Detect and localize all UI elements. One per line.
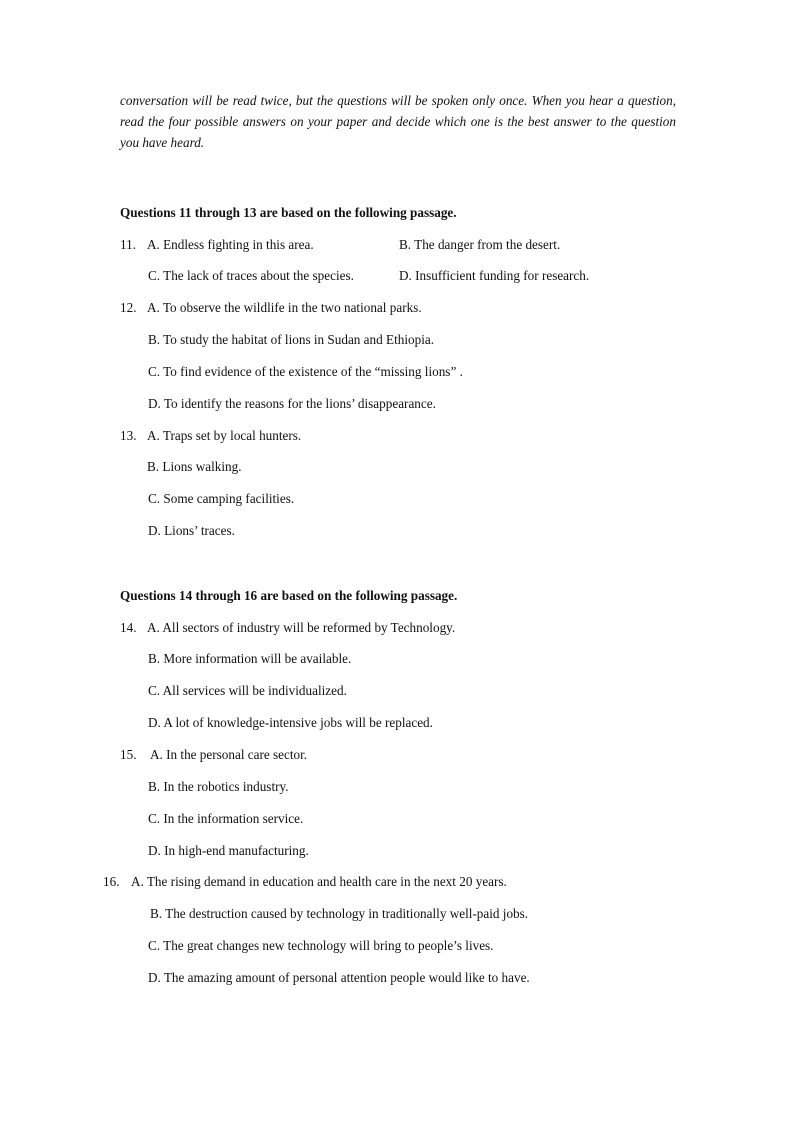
- option-c: C. All services will be individualized.: [148, 683, 347, 698]
- question-number: 15.: [120, 747, 137, 762]
- option-a: A. Traps set by local hunters.: [147, 428, 302, 443]
- option-a: A. The rising demand in education and health care in the next 20 years.: [131, 874, 507, 889]
- question-number: 16.: [103, 874, 120, 889]
- question-number: 12.: [120, 300, 137, 315]
- question-number: 14.: [120, 620, 137, 635]
- section-heading: Questions 11 through 13 are based on the following passage.: [120, 205, 457, 220]
- option-b: B. In the robotics industry.: [148, 779, 289, 794]
- option-b: B. To study the habitat of lions in Sudan and Ethiopia.: [148, 332, 435, 347]
- option-a: A. To observe the wildlife in the two national parks.: [147, 300, 422, 315]
- question-number: 11.: [120, 237, 136, 252]
- option-d: D. The amazing amount of personal attention people would like to have.: [148, 970, 530, 985]
- option-c: C. To find evidence of the existence of the “missing lions” .: [148, 364, 463, 379]
- option-c: C. The lack of traces about the species.: [148, 268, 354, 283]
- instructions-paragraph: conversation will be read twice, but the questions will be spoken only once. When you hear a question, read the four possible answers on your paper and decide which one is the best answer to the question you have heard.: [120, 93, 676, 150]
- option-b: B. More information will be available.: [148, 651, 352, 666]
- option-d: D. Insufficient funding for research.: [399, 268, 590, 283]
- option-d: D. A lot of knowledge-intensive jobs will be replaced.: [148, 715, 433, 730]
- option-b: B. The danger from the desert.: [399, 237, 561, 252]
- section-heading: Questions 14 through 16 are based on the following passage.: [120, 588, 458, 603]
- option-d: D. Lions’ traces.: [148, 523, 235, 538]
- option-d: D. To identify the reasons for the lions’ disappearance.: [148, 396, 436, 411]
- question-number: 13.: [120, 428, 137, 443]
- option-b: B. Lions walking.: [147, 459, 242, 474]
- option-b: B. The destruction caused by technology in traditionally well-paid jobs.: [150, 906, 529, 921]
- option-c: C. Some camping facilities.: [148, 491, 295, 506]
- option-d: D. In high-end manufacturing.: [148, 843, 309, 858]
- option-c: C. In the information service.: [148, 811, 304, 826]
- option-a: A. All sectors of industry will be reformed by Technology.: [147, 620, 456, 635]
- option-a: A. In the personal care sector.: [150, 747, 308, 762]
- option-c: C. The great changes new technology will bring to people’s lives.: [148, 938, 494, 953]
- option-a: A. Endless fighting in this area.: [147, 237, 314, 252]
